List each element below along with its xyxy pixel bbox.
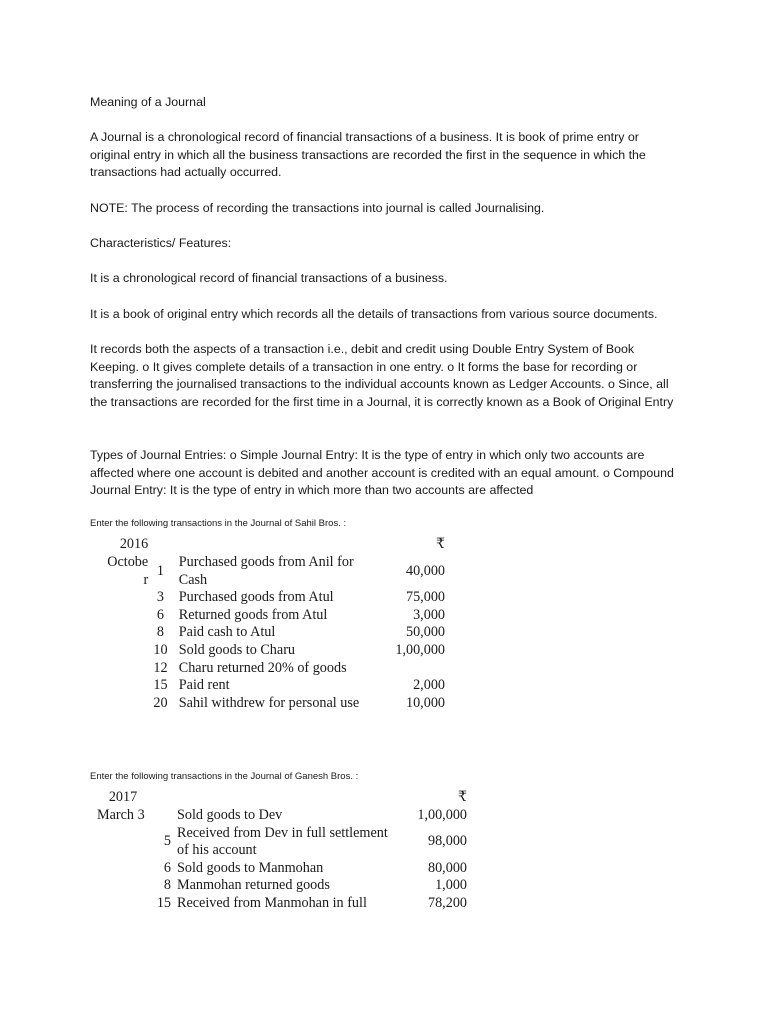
description-cell: Paid rent [178,677,230,694]
document-heading: Meaning of a Journal [90,95,206,109]
amount-cell: 10,000 [405,694,445,711]
day-cell: 15 [153,677,168,694]
description-cell: Received from Manmohan in full [177,894,367,911]
amount-cell: 1,000 [435,877,467,894]
table-row [95,607,445,625]
description-cell: Sold goods to Dev [177,807,283,823]
description-cell: Purchased goods from Anil for Cash [178,554,354,588]
amount-cell: 98,000 [427,833,467,850]
table-row [95,660,445,678]
amount-cell [364,660,445,678]
paragraph-definition: A Journal is a chronological record of financial transactions of a business. It is book of prime entry or original entry in which all the business transactions are recorded the first in the sequence in which the transactions had actually occurred. [90,130,646,180]
table-row [95,589,445,607]
month-cell [95,554,148,589]
year-cell: 2017 [108,788,138,805]
paragraph-types: Types of Journal Entries: o Simple Journal Entry: It is the type of entry in which only two accounts are affected where one account is debited and another account is credited with an equal amount. o Compound Journal Entry: It is the type of entry in which more than two accounts are affected [90,448,674,498]
day-cell: 5 [163,833,171,850]
description-cell: Returned goods from Atul [178,606,328,623]
paragraph-double-entry: It records both the aspects of a transaction i.e., debit and credit using Double Entry System of Book Keeping. o It gives complete details of a transaction in one entry. o It forms the base for recording or transferring the journalised transactions to the individual accounts known as Ledger Accounts. o Since, all the transactions are recorded for the first time in a Journal, it is correctly known as a Book of Original Entry [90,342,674,409]
exercise2-instruction: Enter the following transactions in the Journal of Ganesh Bros. : [90,771,359,782]
description-cell: Paid cash to Atul [178,624,276,641]
amount-cell: 80,000 [427,859,467,876]
month-cell: March 3 [97,807,145,823]
description-cell: Sold goods to Charu [178,641,296,658]
amount-cell: 2,000 [413,677,445,694]
currency-symbol: ₹ [457,788,467,805]
table-row [95,624,445,642]
table-row [95,695,445,713]
description-cell: Purchased goods from Atul [178,589,334,606]
day-cell: 1 [156,562,165,579]
table-row [95,677,445,695]
day-cell: 8 [156,624,165,641]
exercise1-table [95,535,445,712]
table-header-row [95,535,445,554]
exercise2-table [95,788,467,913]
table-row [95,860,467,878]
description-cell: Manmohan returned goods [177,877,330,894]
table-row [95,895,467,913]
day-cell: 10 [153,641,168,658]
amount-cell: 78,200 [427,894,467,911]
table-row [95,877,467,895]
day-cell: 20 [153,694,168,711]
year-cell: 2016 [119,535,149,552]
paragraph-original-entry: It is a book of original entry which records all the details of transactions from various source documents. [90,307,658,321]
table-header-row [95,788,467,807]
table-row [95,825,467,860]
amount-cell: 3,000 [413,606,445,623]
paragraph-chronological: It is a chronological record of financial transactions of a business. [90,271,448,285]
paragraph-note: NOTE: The process of recording the transactions into journal is called Journalising. [90,201,545,215]
month-text-wrap: r [143,571,149,588]
day-cell: 8 [163,877,171,894]
description-cell: Received from Dev in full settlement of his account [177,824,388,859]
currency-symbol: ₹ [435,535,445,552]
day-cell: 12 [153,659,168,676]
paragraph-characteristics-heading: Characteristics/ Features: [90,236,232,250]
amount-cell: 50,000 [405,624,445,641]
amount-cell: 75,000 [405,589,445,606]
table-row [95,554,445,589]
day-cell: 3 [156,589,165,606]
table-row [95,642,445,660]
exercise1-instruction: Enter the following transactions in the Journal of Sahil Bros. : [90,518,347,529]
amount-cell: 1,00,000 [417,807,467,823]
amount-cell: 1,00,000 [395,641,445,658]
amount-cell: 40,000 [405,562,445,579]
description-cell: Charu returned 20% of goods [178,659,347,676]
day-cell: 6 [163,859,171,876]
description-cell: Sahil withdrew for personal use [178,694,360,711]
table-row [95,807,467,825]
month-text: Octobe [107,554,149,570]
day-cell: 6 [156,606,165,623]
description-cell: Sold goods to Manmohan [177,859,324,876]
day-cell: 15 [156,894,171,911]
